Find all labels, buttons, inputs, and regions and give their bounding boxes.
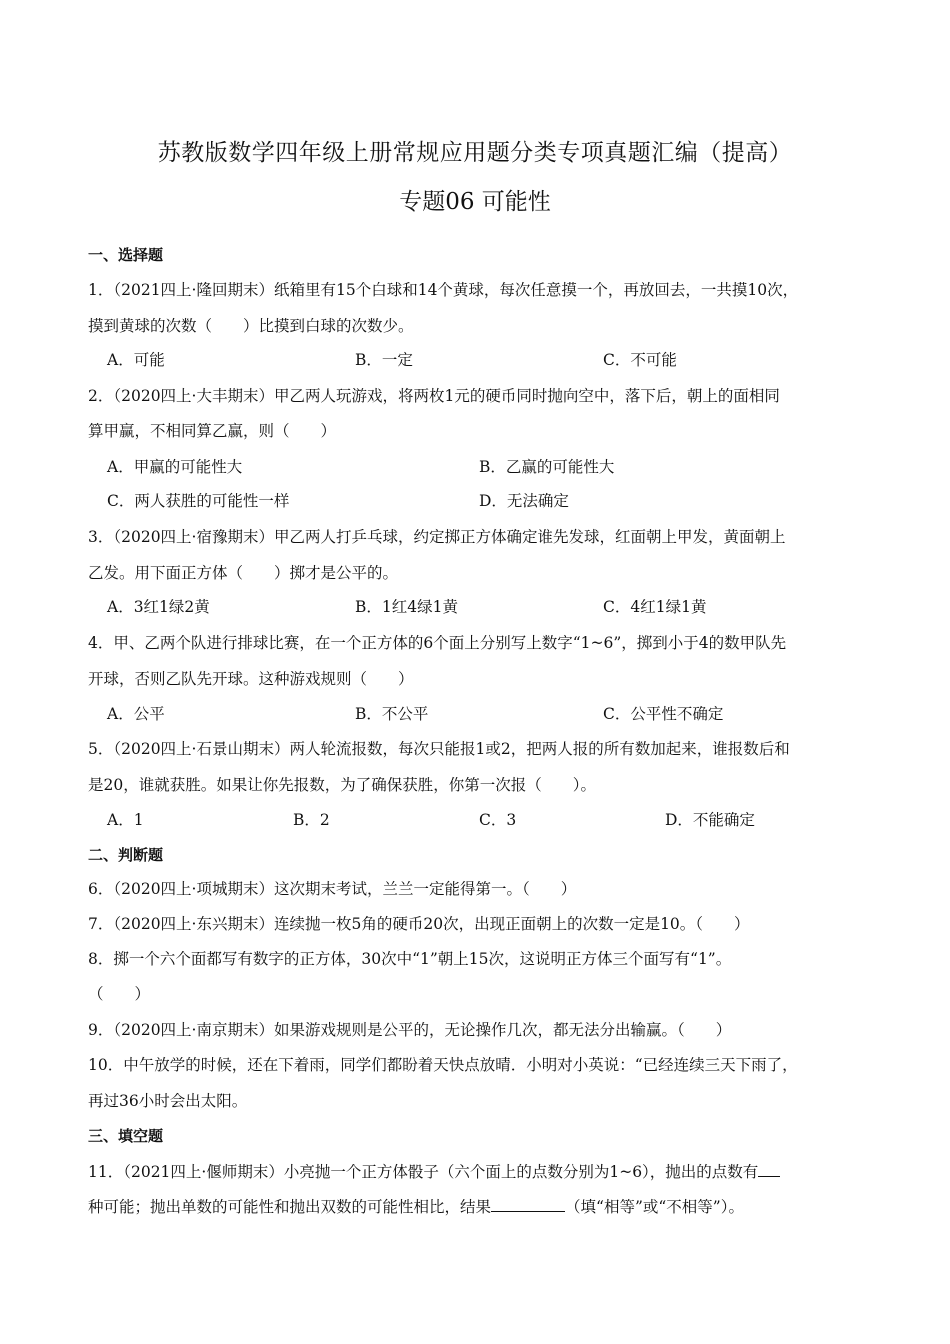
question-1-line-1: 1．（2021四上·隆回期末）纸箱里有15个白球和14个黄球，每次任意摸一个，再放回去，一共摸10次， xyxy=(88,281,799,299)
question-1-option-a: A．可能 xyxy=(107,351,165,369)
question-9: 9．（2020四上·南京期末）如果游戏规则是公平的，无论操作几次，都无法分出输赢。（ ） xyxy=(88,1021,732,1039)
question-4-option-a: A．公平 xyxy=(107,705,165,723)
question-4-line-1: 4．甲、乙两个队进行排球比赛，在一个正方体的6个面上分别写上数字“1~6”，掷到小于4的数甲队先 xyxy=(88,634,787,652)
question-8-line-2: （ ） xyxy=(88,985,151,1003)
question-4-option-c: C．公平性不确定 xyxy=(603,705,724,723)
question-11-line-1 xyxy=(88,1160,864,1182)
question-11-line-2 xyxy=(88,1195,864,1217)
question-2-option-c: C．两人获胜的可能性一样 xyxy=(107,492,290,510)
document-subtitle: 专题06 可能性 xyxy=(399,189,551,215)
question-2-line-1: 2．（2020四上·大丰期末）甲乙两人玩游戏，将两枚1元的硬币同时抛向空中，落下后，朝上的面相同 xyxy=(88,387,780,405)
question-5-option-d: D．不能确定 xyxy=(665,811,755,829)
question-3-option-b: B．1红4绿1黄 xyxy=(355,598,458,616)
section-heading-judgement: 二、判断题 xyxy=(88,846,164,864)
question-3-line-2: 乙发。用下面正方体（ ）掷才是公平的。 xyxy=(88,564,399,582)
question-11-blank-2[interactable] xyxy=(491,1197,565,1212)
question-2-option-a: A．甲赢的可能性大 xyxy=(107,458,243,476)
question-5-line-2: 是20，谁就获胜。如果让你先报数，为了确保获胜，你第一次报（ ）。 xyxy=(88,776,596,794)
question-6: 6．（2020四上·项城期末）这次期末考试，兰兰一定能得第一。（ ） xyxy=(88,880,577,898)
question-5-line-1: 5．（2020四上·石景山期末）两人轮流报数，每次只能报1或2，把两人报的所有数加起来，谁报数后和 xyxy=(88,740,790,758)
question-7: 7．（2020四上·东兴期末）连续抛一枚5角的硬币20次，出现正面朝上的次数一定是10。（ ） xyxy=(88,915,750,933)
question-3-line-1: 3．（2020四上·宿豫期末）甲乙两人打乒乓球，约定掷正方体确定谁先发球，红面朝上甲发，黄面朝上 xyxy=(88,528,786,546)
question-10-line-2: 再过36小时会出太阳。 xyxy=(88,1092,248,1110)
question-1-option-b: B．一定 xyxy=(355,351,413,369)
question-2-option-d: D．无法确定 xyxy=(479,492,569,510)
section-heading-fill-in: 三、填空题 xyxy=(88,1127,164,1145)
question-3-option-a: A．3红1绿2黄 xyxy=(107,598,210,616)
question-5-option-c: C．3 xyxy=(479,811,517,829)
question-1-line-2: 摸到黄球的次数（ ）比摸到白球的次数少。 xyxy=(88,317,414,335)
question-11-text-3: （填“相等”或“不相等”）。 xyxy=(565,1198,744,1216)
document-title: 苏教版数学四年级上册常规应用题分类专项真题汇编（提高） xyxy=(157,140,793,166)
question-4-line-2: 开球，否则乙队先开球。这种游戏规则（ ） xyxy=(88,670,414,688)
question-11-text-1: 11．（2021四上·偃师期末）小亮抛一个正方体骰子（六个面上的点数分别为1~6），抛出的点数有 xyxy=(88,1163,759,1181)
question-3-option-c: C．4红1绿1黄 xyxy=(603,598,707,616)
question-2-option-b: B．乙赢的可能性大 xyxy=(479,458,615,476)
question-8-line-1: 8．掷一个六个面都写有数字的正方体，30次中“1”朝上15次，这说明正方体三个面写有“1”。 xyxy=(88,950,732,968)
section-heading-choice: 一、选择题 xyxy=(88,246,164,264)
question-5-option-b: B．2 xyxy=(293,811,330,829)
question-4-option-b: B．不公平 xyxy=(355,705,429,723)
question-5-option-a: A．1 xyxy=(107,811,144,829)
question-11-text-2: 种可能；抛出单数的可能性和抛出双数的可能性相比，结果 xyxy=(88,1198,492,1216)
question-10-line-1: 10．中午放学的时候，还在下着雨，同学们都盼着天快点放晴．小明对小英说：“已经连续三天下雨了， xyxy=(88,1056,798,1074)
question-2-line-2: 算甲赢，不相同算乙赢，则（ ） xyxy=(88,422,337,440)
question-1-option-c: C．不可能 xyxy=(603,351,677,369)
question-11-blank-1[interactable] xyxy=(758,1162,780,1177)
